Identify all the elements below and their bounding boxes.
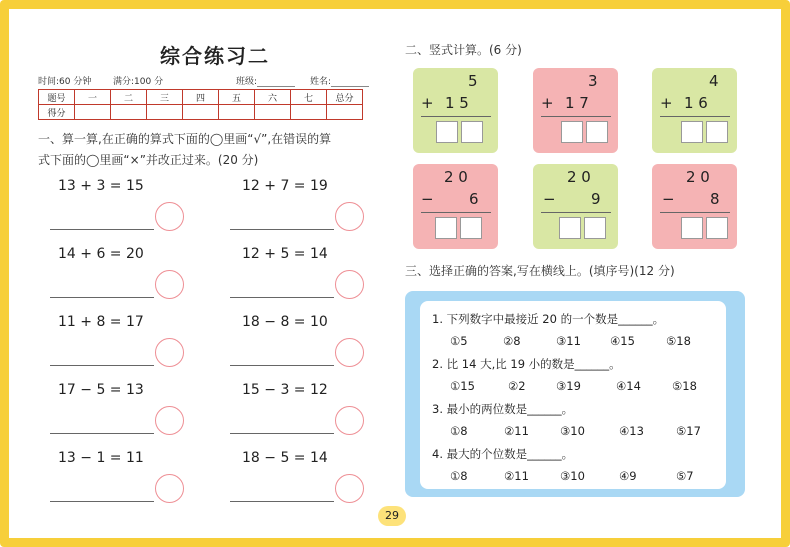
card-bottom-number: 8 <box>710 190 720 208</box>
section1-instructions <box>38 129 383 171</box>
answer-line[interactable] <box>230 296 334 298</box>
vertical-calc-card <box>652 68 737 153</box>
option[interactable]: ③19 <box>556 379 581 393</box>
card-bottom-number: 9 <box>591 190 601 208</box>
vertical-calc-card <box>413 164 498 249</box>
score-header-cell: 总分 <box>327 90 363 105</box>
card-operator: + <box>541 94 554 112</box>
page-title: 综合练习二 <box>160 44 270 68</box>
answer-box[interactable] <box>436 121 458 143</box>
option[interactable]: ③10 <box>560 424 585 438</box>
score-cell[interactable] <box>183 105 219 120</box>
answer-box[interactable] <box>681 217 703 239</box>
answer-box[interactable] <box>561 121 583 143</box>
score-cell[interactable] <box>75 105 111 120</box>
score-table-header-row <box>39 90 363 105</box>
score-header-cell: 一 <box>75 90 111 105</box>
answer-box[interactable] <box>681 121 703 143</box>
question: 4. 最大的个位数是______。 <box>432 447 574 461</box>
vertical-calc-card <box>533 164 618 249</box>
mark-circle[interactable] <box>335 406 364 435</box>
name-field[interactable] <box>310 74 369 87</box>
answer-line[interactable] <box>50 364 154 366</box>
mark-circle[interactable] <box>335 338 364 367</box>
score-cell[interactable] <box>291 105 327 120</box>
mark-circle[interactable] <box>335 474 364 503</box>
answer-box[interactable] <box>584 217 606 239</box>
score-header-cell: 题号 <box>39 90 75 105</box>
mark-circle[interactable] <box>335 270 364 299</box>
mark-circle[interactable] <box>155 202 184 231</box>
option[interactable]: ①8 <box>450 469 468 483</box>
option[interactable]: ③11 <box>556 334 581 348</box>
mark-circle[interactable] <box>155 406 184 435</box>
card-bottom-number: 6 <box>469 190 479 208</box>
score-cell[interactable] <box>219 105 255 120</box>
question: 2. 比 14 大,比 19 小的数是______。 <box>432 357 621 371</box>
section1-line1: 一、算一算,在正确的算式下面的◯里画“√”,在错误的算 <box>38 132 332 146</box>
answer-box[interactable] <box>559 217 581 239</box>
option[interactable]: ②11 <box>504 469 529 483</box>
vertical-calc-card <box>413 68 498 153</box>
answer-line[interactable] <box>230 500 334 502</box>
time-info: 时间:60 分钟 <box>38 77 92 87</box>
card-top-number: 5 <box>468 72 478 90</box>
class-field[interactable] <box>236 74 295 87</box>
option[interactable]: ④14 <box>616 379 641 393</box>
answer-line[interactable] <box>50 432 154 434</box>
card-bottom-number: 1 5 <box>445 94 469 112</box>
option[interactable]: ③10 <box>560 469 585 483</box>
score-cell[interactable] <box>327 105 363 120</box>
score-header-cell: 二 <box>111 90 147 105</box>
score-table-score-row <box>39 105 363 120</box>
score-header-cell: 六 <box>255 90 291 105</box>
card-operator: − <box>662 190 675 208</box>
choice-panel <box>405 291 745 497</box>
equation: 12 + 5 = 14 <box>242 246 328 262</box>
option[interactable]: ②2 <box>508 379 526 393</box>
answer-box[interactable] <box>435 217 457 239</box>
question: 1. 下列数字中最接近 20 的一个数是______。 <box>432 312 665 326</box>
option[interactable]: ⑤18 <box>672 379 697 393</box>
vertical-calc-card <box>533 68 618 153</box>
option[interactable]: ⑤18 <box>666 334 691 348</box>
full-score-info: 满分:100 分 <box>113 77 164 87</box>
equation: 12 + 7 = 19 <box>242 178 328 194</box>
card-operator: − <box>421 190 434 208</box>
score-header-cell: 七 <box>291 90 327 105</box>
page-number: 29 <box>378 506 406 526</box>
vertical-calc-card <box>652 164 737 249</box>
card-operator: − <box>543 190 556 208</box>
answer-box[interactable] <box>461 121 483 143</box>
mark-circle[interactable] <box>335 202 364 231</box>
score-header-cell: 五 <box>219 90 255 105</box>
card-top-number: 4 <box>709 72 719 90</box>
score-header-cell: 三 <box>147 90 183 105</box>
answer-line[interactable] <box>50 500 154 502</box>
answer-line[interactable] <box>230 228 334 230</box>
score-table <box>38 89 363 120</box>
equation: 14 + 6 = 20 <box>58 246 144 262</box>
mark-circle[interactable] <box>155 338 184 367</box>
option[interactable]: ①5 <box>450 334 468 348</box>
option[interactable]: ②11 <box>504 424 529 438</box>
answer-box[interactable] <box>586 121 608 143</box>
question: 3. 最小的两位数是______。 <box>432 402 574 416</box>
equation: 13 − 1 = 11 <box>58 450 144 466</box>
mark-circle[interactable] <box>155 270 184 299</box>
card-operator: + <box>421 94 434 112</box>
section3-heading: 三、选择正确的答案,写在横线上。(填序号)(12 分) <box>405 264 675 278</box>
mark-circle[interactable] <box>155 474 184 503</box>
score-header-cell: 四 <box>183 90 219 105</box>
option[interactable]: ①8 <box>450 424 468 438</box>
answer-line[interactable] <box>230 364 334 366</box>
equation: 18 − 5 = 14 <box>242 450 328 466</box>
answer-box[interactable] <box>706 217 728 239</box>
card-bottom-number: 1 7 <box>565 94 589 112</box>
equation: 18 − 8 = 10 <box>242 314 328 330</box>
equation: 13 + 3 = 15 <box>58 178 144 194</box>
section1-line2: 式下面的◯里画“×”并改正过来。(20 分) <box>38 153 259 167</box>
equation: 17 − 5 = 13 <box>58 382 144 398</box>
score-cell[interactable] <box>147 105 183 120</box>
option[interactable]: ①15 <box>450 379 475 393</box>
card-top-number: 2 0 <box>686 168 710 186</box>
name-label: 姓名: <box>310 77 332 87</box>
section2-heading: 二、竖式计算。(6 分) <box>405 43 522 57</box>
choice-panel-inner <box>420 301 726 489</box>
class-label: 班级: <box>236 77 258 87</box>
option[interactable]: ④15 <box>610 334 635 348</box>
option[interactable]: ⑤17 <box>676 424 701 438</box>
card-top-number: 3 <box>588 72 598 90</box>
equation: 15 − 3 = 12 <box>242 382 328 398</box>
option[interactable]: ②8 <box>503 334 521 348</box>
option[interactable]: ④9 <box>619 469 637 483</box>
answer-line[interactable] <box>230 432 334 434</box>
answer-line[interactable] <box>50 296 154 298</box>
equation: 11 + 8 = 17 <box>58 314 144 330</box>
answer-line[interactable] <box>50 228 154 230</box>
score-cell[interactable] <box>255 105 291 120</box>
card-operator: + <box>660 94 673 112</box>
card-bottom-number: 1 6 <box>684 94 708 112</box>
answer-box[interactable] <box>460 217 482 239</box>
card-top-number: 2 0 <box>567 168 591 186</box>
option[interactable]: ④13 <box>619 424 644 438</box>
score-row-label: 得分 <box>39 105 75 120</box>
option[interactable]: ⑤7 <box>676 469 694 483</box>
card-top-number: 2 0 <box>444 168 468 186</box>
score-cell[interactable] <box>111 105 147 120</box>
answer-box[interactable] <box>706 121 728 143</box>
